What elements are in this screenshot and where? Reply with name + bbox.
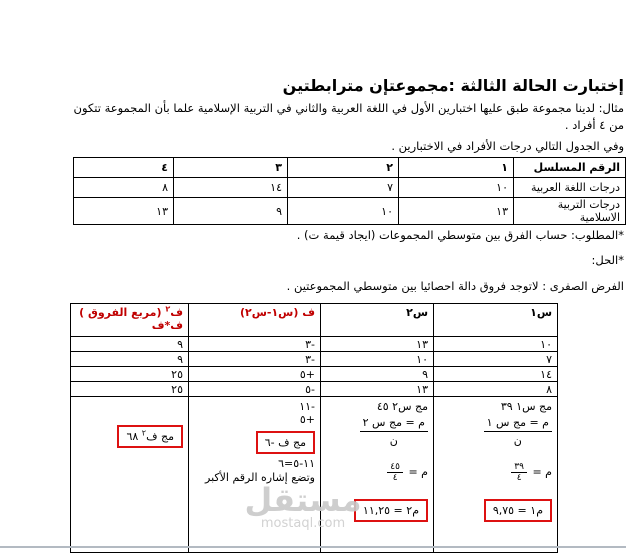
s1-mean-cell xyxy=(434,397,558,553)
header-f-squared-line1: ف$^٢$ (مربع الفروق ) xyxy=(79,304,183,319)
f-value-3: +٥ xyxy=(189,367,321,382)
arabic-score-2: ٧ xyxy=(288,178,399,198)
s2-value-2: ١٠ xyxy=(321,352,434,367)
f-sum-cell xyxy=(189,397,321,553)
islamic-score-3: ٩ xyxy=(174,198,288,225)
f-sign-note: وتضع إشاره الرقم الأكبر xyxy=(205,471,315,484)
intro-paragraph xyxy=(8,100,624,134)
hypothesis-line: الفرض الصفرى : لاتوجد فروق دالة احصائيا بين متوسطي المجموعتين . xyxy=(286,279,624,293)
calc-header-row xyxy=(71,304,558,337)
header-f-squared-line2: ف*ف xyxy=(151,319,183,332)
header-s1: س١ xyxy=(434,304,558,337)
s1-mean-formula xyxy=(484,416,552,447)
header-f: ف (س١-س٢) xyxy=(189,304,321,337)
f2-value-1: ٩ xyxy=(71,337,189,352)
watermark-logo-text: مستقل xyxy=(244,481,362,519)
s2-value-4: ١٣ xyxy=(321,382,434,397)
s1-value-1: ١٠ xyxy=(434,337,558,352)
solution-line: *الحل: xyxy=(591,253,624,267)
watermark-site-url: mostaql.com xyxy=(260,516,346,531)
calc-row-2 xyxy=(71,352,558,367)
s1-fraction: ٣٩ ٤ xyxy=(511,462,527,483)
s2-mean-cell xyxy=(321,397,434,553)
header-f-squared xyxy=(71,304,189,337)
s2-formula-denominator: ن xyxy=(389,434,398,447)
arabic-scores-row xyxy=(74,178,626,198)
scores-col-2: ٢ xyxy=(288,158,399,178)
f-sum-result-box: مج ف -٦ xyxy=(256,431,315,454)
s1-formula-denominator: ن xyxy=(513,434,522,447)
arabic-score-4: ٨ xyxy=(74,178,174,198)
f-value-4: -٥ xyxy=(189,382,321,397)
calc-row-1 xyxy=(71,337,558,352)
f2-value-4: ٢٥ xyxy=(71,382,189,397)
s2-mean-formula xyxy=(360,416,428,447)
s2-mean-result-box: م٢ = ١١,٢٥ xyxy=(354,499,428,522)
scores-col-4: ٤ xyxy=(74,158,174,178)
calculation-table xyxy=(70,303,558,553)
s1-substitution: م = ٣٩ ٤ xyxy=(453,462,552,483)
table1-caption: وفي الجدول التالي درجات الأفراد في الاختبارين . xyxy=(391,139,624,153)
f2-sum-cell xyxy=(71,397,189,553)
required-line: *المطلوب: حساب الفرق بين متوسطي المجموعات (ايجاد قيمة ت) . xyxy=(296,228,624,242)
intro-line-2: من ٤ أفراد . xyxy=(564,118,624,132)
scores-header-row xyxy=(74,158,626,178)
bottom-divider xyxy=(0,546,626,548)
header-s2: س٢ xyxy=(321,304,434,337)
s2-value-3: ٩ xyxy=(321,367,434,382)
calc-summary-row xyxy=(71,397,558,553)
arabic-score-1: ١٠ xyxy=(399,178,514,198)
f-value-1: -٣ xyxy=(189,337,321,352)
f2-box-exponent: ٢ xyxy=(141,428,147,438)
f-sum-equation: ١١-٥=٦ xyxy=(278,457,315,470)
islamic-score-2: ١٠ xyxy=(288,198,399,225)
page-title: إختبارت الحالة الثالثة :مجموعتإن مترابطتين xyxy=(282,76,624,95)
s2-fraction: ٤٥ ٤ xyxy=(387,462,403,483)
f2-value-2: ٩ xyxy=(71,352,189,367)
s1-sum: مج س١ ٣٩ xyxy=(500,400,552,413)
s1-mean-result-box: م١ = ٩,٧٥ xyxy=(484,499,552,522)
s1-formula-numerator: م = مج س ١ xyxy=(484,416,552,432)
calc-row-3 xyxy=(71,367,558,382)
f-positive-sum: +٥ xyxy=(299,413,315,426)
s1-value-2: ٧ xyxy=(434,352,558,367)
f-value-2: -٣ xyxy=(189,352,321,367)
s2-value-1: ١٣ xyxy=(321,337,434,352)
s2-substitution: م = ٤٥ ٤ xyxy=(340,462,428,483)
arabic-score-3: ١٤ xyxy=(174,178,288,198)
islamic-score-1: ١٣ xyxy=(399,198,514,225)
scores-corner-label: الرقم المسلسل xyxy=(514,158,626,178)
s1-value-3: ١٤ xyxy=(434,367,558,382)
islamic-scores-row xyxy=(74,198,626,225)
s2-sum: مج س٢ ٤٥ xyxy=(376,400,428,413)
scores-col-3: ٣ xyxy=(174,158,288,178)
arabic-row-label: درجات اللغة العربية xyxy=(514,178,626,198)
scores-col-1: ١ xyxy=(399,158,514,178)
s1-value-4: ٨ xyxy=(434,382,558,397)
scores-table xyxy=(73,157,626,225)
intro-line-1: مثال: لدينا مجموعة طبق عليها اختبارين الأول في اللغة العربية والثاني في التربية الإسلامية علما بأن المجموعة تتكون xyxy=(73,101,624,115)
islamic-score-4: ١٣ xyxy=(74,198,174,225)
calc-row-4 xyxy=(71,382,558,397)
s2-formula-numerator: م = مج س ٢ xyxy=(360,416,428,432)
f2-value-3: ٢٥ xyxy=(71,367,189,382)
f2-sum-result-box: مج ف$^٢$ ٦٨ xyxy=(117,425,183,448)
squared-exponent: ٢ xyxy=(165,304,171,314)
f-negative-sum: -١١ xyxy=(299,400,315,413)
islamic-row-label: درجات التربية الاسلامية xyxy=(514,198,626,225)
